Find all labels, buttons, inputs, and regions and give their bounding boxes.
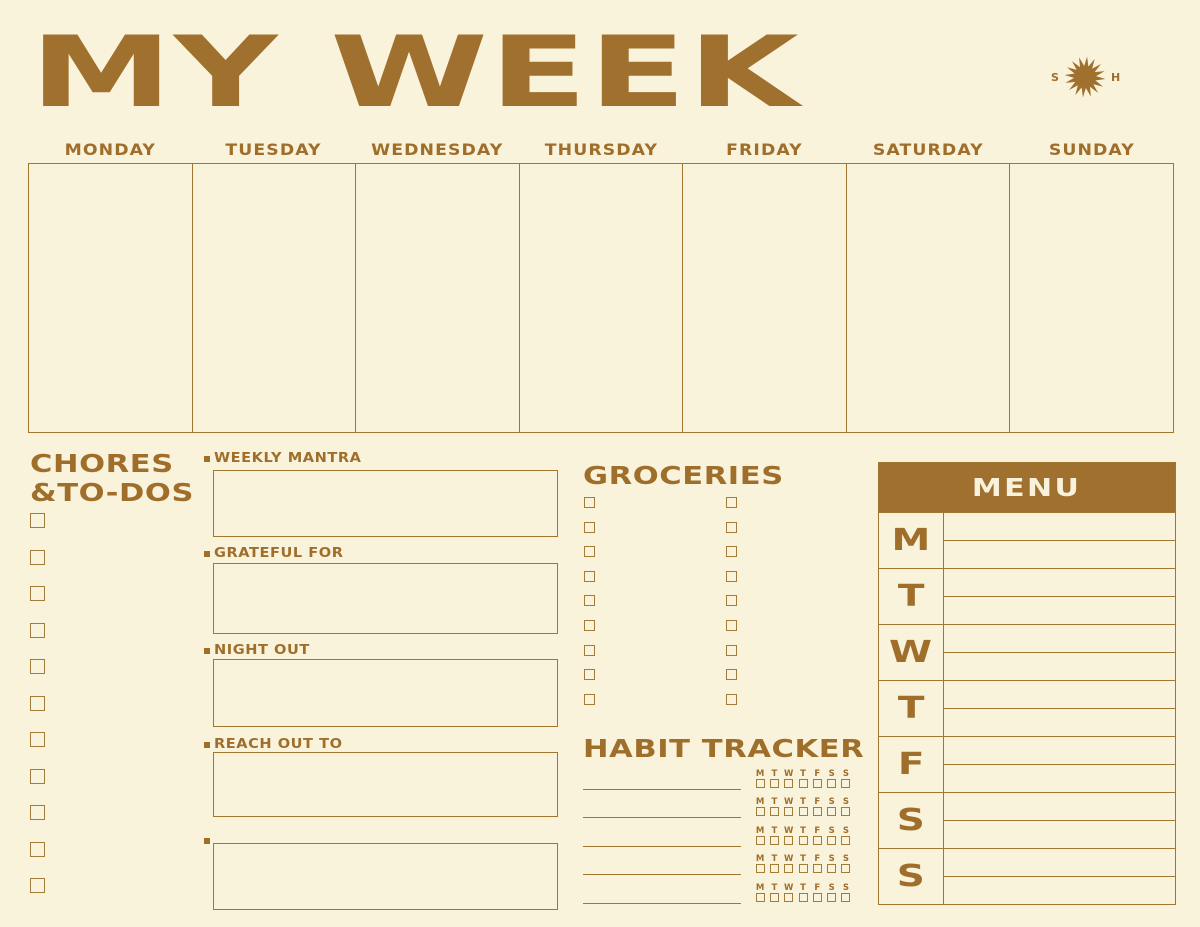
chores-checkbox[interactable] [30,769,45,784]
habit-day-letter: T [771,825,778,836]
menu-header [879,463,1175,512]
menu-row [879,680,1175,736]
habit-checkbox[interactable] [770,779,779,788]
habit-week-block [753,854,853,873]
sunburst-icon [1063,55,1107,99]
habit-day-letter: S [828,797,835,808]
habit-checkbox[interactable] [827,893,836,902]
habit-checkbox[interactable] [827,864,836,873]
day-column-thursday[interactable] [519,164,683,432]
habit-checkbox-slot [753,779,767,788]
habit-checkbox[interactable] [770,893,779,902]
habit-name-line[interactable] [583,874,741,875]
notes-box[interactable] [213,843,558,910]
habit-checkbox[interactable] [813,893,822,902]
weekly-mantra-box[interactable] [213,470,558,537]
habit-day-letter: W [784,882,794,893]
habit-checkbox-slot [824,836,838,845]
habit-checkbox-slot [753,836,767,845]
day-column-sunday[interactable] [1009,164,1173,432]
habit-day-letter: M [755,854,765,865]
chores-title-line1: CHORES [30,449,174,478]
chores-checkbox[interactable] [30,878,45,893]
habit-checkbox[interactable] [841,807,850,816]
day-label-cell [192,140,356,159]
day-label-cell [28,140,192,159]
groceries-checkbox[interactable] [584,645,595,656]
habit-row [583,854,873,883]
menu-entry-line[interactable] [944,653,1175,680]
menu-entry-line[interactable] [944,737,1175,765]
groceries-checkbox[interactable] [584,669,595,680]
habit-name-line[interactable] [583,903,741,904]
groceries-heading [583,461,784,490]
habit-day-letter: S [828,882,835,893]
day-label-cell [355,140,519,159]
habit-checkbox-row [753,893,853,902]
habit-checkbox-slot [796,864,810,873]
menu-entry-lines [944,849,1175,904]
menu-row [879,512,1175,568]
habit-name-line[interactable] [583,817,741,818]
habit-checkbox-slot [824,807,838,816]
menu-entry-line[interactable] [944,765,1175,792]
menu-day-cell [879,849,944,904]
chores-checkbox[interactable] [30,805,45,820]
habit-checkbox-slot [810,864,824,873]
habit-checkbox[interactable] [784,864,793,873]
groceries-checkbox[interactable] [584,595,595,606]
habit-day-letters [753,826,853,836]
menu-entry-line[interactable] [944,793,1175,821]
groceries-title: GROCERIES [583,461,784,490]
habit-checkbox-slot [782,807,796,816]
habit-checkbox[interactable] [841,779,850,788]
bullet-square-icon [204,456,210,462]
groceries-checkbox[interactable] [726,497,737,508]
habit-checkbox-row [753,779,853,788]
night-out-box[interactable] [213,659,558,727]
habit-day-letter: T [800,769,806,779]
habit-checkbox-slot [824,779,838,788]
habit-day-letter: F [814,882,821,893]
habit-day-letter: M [755,769,765,779]
habit-day-letter: M [755,825,765,836]
habit-checkbox-slot [839,779,853,788]
habit-day-letter: W [784,797,794,808]
day-label: MONDAY [64,140,156,159]
habit-day-letter: T [800,825,806,836]
habit-checkbox-slot [782,836,796,845]
groceries-checkbox[interactable] [726,645,737,656]
habit-checkbox[interactable] [827,779,836,788]
habit-day-letter: T [771,769,778,779]
habit-row [583,769,873,798]
habit-checkbox-row [753,864,853,873]
habit-checkbox-slot [767,836,781,845]
habit-checkbox-slot [839,864,853,873]
chores-checkbox[interactable] [30,550,45,565]
habit-checkbox[interactable] [770,864,779,873]
night-out-label: NIGHT OUT [214,642,310,658]
habit-day-letter: T [800,797,806,808]
menu-row [879,736,1175,792]
habit-checkbox-slot [796,807,810,816]
weekday-label-row [28,140,1174,159]
habit-checkbox-slot [839,893,853,902]
chores-checkbox[interactable] [30,696,45,711]
menu-entry-line[interactable] [944,541,1175,568]
menu-day-cell [879,681,944,736]
habit-day-letter: S [842,825,849,836]
habit-checkbox[interactable] [770,836,779,845]
menu-day-cell [879,625,944,680]
habit-name-line[interactable] [583,789,741,790]
habit-checkbox[interactable] [784,807,793,816]
chores-title-line2: &TO-DOS [30,478,195,507]
menu-title: MENU [972,473,1082,502]
habit-checkbox-slot [782,864,796,873]
habit-checkbox-slot [753,864,767,873]
chores-checkbox[interactable] [30,513,45,528]
brand-logo [1051,55,1120,99]
habit-day-letter: F [814,825,821,836]
menu-day-letter: M [891,523,931,558]
habit-checkbox-slot [767,807,781,816]
habit-name-line[interactable] [583,846,741,847]
habit-checkbox[interactable] [784,893,793,902]
groceries-checkbox[interactable] [584,546,595,557]
menu-entry-line[interactable] [944,709,1175,736]
menu-entry-line[interactable] [944,821,1175,848]
groceries-checkbox[interactable] [726,694,737,705]
habit-day-letter: M [755,797,765,808]
menu-day-letter: F [897,747,925,782]
groceries-checkbox[interactable] [726,522,737,533]
menu-day-letter: S [896,859,926,894]
day-label: SATURDAY [873,140,984,159]
habit-checkbox[interactable] [799,864,808,873]
chores-checkbox[interactable] [30,586,45,601]
habit-checkbox[interactable] [813,807,822,816]
logo-left-letter: S [1051,70,1059,84]
habit-checkbox-row [753,836,853,845]
menu-entry-lines [944,625,1175,680]
menu-day-letter: W [889,635,933,670]
habit-checkbox-slot [810,836,824,845]
habit-day-letter: W [784,854,794,865]
habit-checkbox[interactable] [799,836,808,845]
habit-checkbox[interactable] [827,807,836,816]
day-label: WEDNESDAY [371,140,504,159]
week-calendar-grid [28,163,1174,433]
habit-day-letter: S [828,854,835,865]
habit-row [583,826,873,855]
habit-day-letter: W [784,769,794,779]
chores-checkbox[interactable] [30,623,45,638]
habit-checkbox[interactable] [784,836,793,845]
habit-day-letter: T [771,797,778,808]
habit-checkbox-slot [839,807,853,816]
menu-entry-line[interactable] [944,625,1175,653]
chores-checkbox[interactable] [30,732,45,747]
chores-heading [30,449,195,507]
grateful-for-label: GRATEFUL FOR [214,545,344,561]
habit-day-letter: T [800,882,806,893]
habit-checkbox-slot [767,864,781,873]
reach-out-to-label: REACH OUT TO [214,736,343,752]
day-label-cell [1010,140,1174,159]
menu-day-cell [879,793,944,848]
menu-entry-line[interactable] [944,877,1175,904]
menu-entry-lines [944,513,1175,568]
habit-tracker-title: HABIT TRACKER [583,734,865,763]
habit-checkbox-slot [796,893,810,902]
habit-day-letter: S [828,769,835,779]
habit-checkbox-slot [810,893,824,902]
day-column-saturday[interactable] [846,164,1010,432]
groceries-checkbox[interactable] [584,522,595,533]
menu-row [879,792,1175,848]
habit-tracker-heading [583,734,865,763]
menu-day-cell [879,569,944,624]
menu-entry-lines [944,681,1175,736]
habit-day-letter: F [814,854,821,865]
habit-checkbox-slot [810,807,824,816]
day-label: SUNDAY [1049,140,1136,159]
menu-entry-line[interactable] [944,849,1175,877]
habit-day-letter: S [842,769,849,779]
groceries-checkbox[interactable] [726,546,737,557]
day-column-wednesday[interactable] [355,164,519,432]
habit-checkbox[interactable] [770,807,779,816]
menu-entry-line[interactable] [944,513,1175,541]
habit-day-letter: M [755,882,765,893]
habit-checkbox-slot [767,779,781,788]
menu-entry-lines [944,569,1175,624]
habit-row [583,883,873,912]
habit-checkbox-slot [824,893,838,902]
habit-day-letters [753,769,853,779]
groceries-checkbox[interactable] [726,595,737,606]
habit-checkbox[interactable] [756,864,765,873]
habit-checkbox-slot [782,779,796,788]
habit-checkbox-slot [767,893,781,902]
habit-row [583,797,873,826]
habit-week-block [753,826,853,845]
menu-row [879,848,1175,904]
habit-checkbox[interactable] [799,779,808,788]
habit-checkbox[interactable] [799,807,808,816]
logo-right-letter: H [1110,70,1121,84]
habit-day-letter: W [784,825,794,836]
day-column-monday[interactable] [29,164,192,432]
groceries-checkbox[interactable] [584,497,595,508]
bullet-square-icon [204,551,210,557]
menu-entry-line[interactable] [944,681,1175,709]
menu-table [878,462,1176,905]
groceries-checkbox[interactable] [584,620,595,631]
chores-checkbox[interactable] [30,659,45,674]
habit-week-block [753,769,853,788]
habit-day-letters [753,854,853,864]
menu-row [879,568,1175,624]
menu-day-letter: S [896,803,926,838]
habit-checkbox-slot [782,893,796,902]
habit-checkbox[interactable] [756,893,765,902]
habit-checkbox-slot [839,836,853,845]
menu-day-cell [879,513,944,568]
groceries-checkbox[interactable] [726,669,737,680]
habit-checkbox[interactable] [827,836,836,845]
habit-checkbox[interactable] [841,836,850,845]
habit-week-block [753,883,853,902]
habit-day-letter: S [842,882,849,893]
groceries-checkbox[interactable] [584,694,595,705]
weekly-mantra-label: WEEKLY MANTRA [214,450,362,466]
groceries-checkbox[interactable] [726,620,737,631]
habit-checkbox-slot [824,864,838,873]
grateful-for-box[interactable] [213,563,558,634]
day-label-cell [683,140,847,159]
day-label: THURSDAY [544,140,658,159]
habit-checkbox[interactable] [813,836,822,845]
habit-checkbox[interactable] [756,779,765,788]
habit-day-letter: F [814,769,821,779]
habit-checkbox[interactable] [841,893,850,902]
habit-day-letters [753,883,853,893]
habit-checkbox[interactable] [841,864,850,873]
groceries-checkbox[interactable] [584,571,595,582]
menu-entry-lines [944,737,1175,792]
bullet-square-icon [204,648,210,654]
groceries-checkbox[interactable] [726,571,737,582]
page-title: MY WEEK [30,16,801,130]
day-label: FRIDAY [726,140,804,159]
menu-entry-line[interactable] [944,597,1175,624]
habit-checkbox[interactable] [756,836,765,845]
day-column-friday[interactable] [682,164,846,432]
day-column-tuesday[interactable] [192,164,356,432]
reach-out-to-box[interactable] [213,752,558,817]
page-title-wrap [30,16,801,130]
habit-week-block [753,797,853,816]
habit-checkbox-slot [753,893,767,902]
habit-checkbox[interactable] [784,779,793,788]
menu-entry-line[interactable] [944,569,1175,597]
habit-day-letter: T [800,854,806,865]
bullet-square-icon [204,838,210,844]
habit-checkbox-slot [753,807,767,816]
day-label-cell [847,140,1011,159]
menu-row [879,624,1175,680]
habit-checkbox[interactable] [799,893,808,902]
menu-entry-lines [944,793,1175,848]
habit-checkbox-slot [810,779,824,788]
menu-day-letter: T [897,579,925,614]
menu-day-cell [879,737,944,792]
day-label: TUESDAY [225,140,322,159]
bullet-square-icon [204,742,210,748]
habit-day-letter: S [842,854,849,865]
habit-day-letter: S [842,797,849,808]
day-label-cell [519,140,683,159]
habit-checkbox-slot [796,836,810,845]
chores-checkbox[interactable] [30,842,45,857]
habit-day-letters [753,797,853,807]
menu-day-letter: T [897,691,925,726]
habit-day-letter: T [771,854,778,865]
habit-day-letter: F [814,797,821,808]
habit-checkbox[interactable] [756,807,765,816]
habit-checkbox[interactable] [813,864,822,873]
habit-checkbox-row [753,807,853,816]
habit-checkbox[interactable] [813,779,822,788]
habit-checkbox-slot [796,779,810,788]
habit-day-letter: T [771,882,778,893]
habit-day-letter: S [828,825,835,836]
